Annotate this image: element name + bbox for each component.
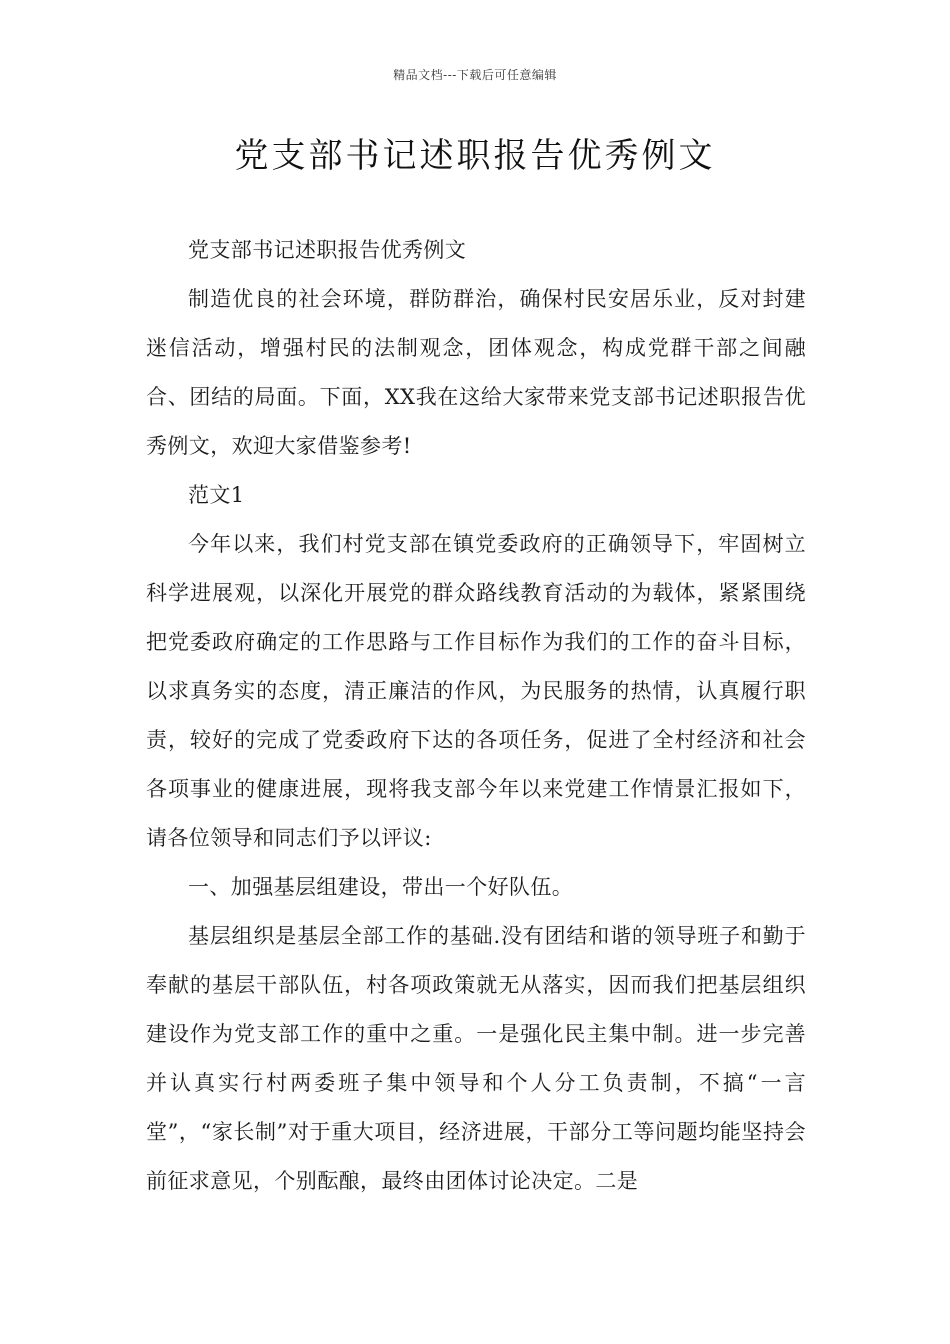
document-title: 党支部书记述职报告优秀例文 [234,136,716,176]
paragraph-subtitle: 党支部书记述职报告优秀例文 [188,238,467,262]
paragraph-intro: 制造优良的社会环境，群防群治，确保村民安居乐业，反对封建迷信活动，增强村民的法制观念，团体观念，构成党群干部之间融合、团结的局面。下面，XX我在这给大家带来党支部书记述职报告优秀例文，欢迎大家借鉴参考! [146,287,806,458]
document-body [146,226,806,1206]
paragraph-body: 今年以来，我们村党支部在镇党委政府的正确领导下，牢固树立科学进展观，以深化开展党的群众路线教育活动的为载体，紧紧围绕把党委政府确定的工作思路与工作目标作为我们的工作的奋斗目标，以求真务实的态度，清正廉洁的作风，为民服务的热情，认真履行职责，较好的完成了党委政府下达的各项任务，促进了全村经济和社会各项事业的健康进展，现将我支部今年以来党建工作情景汇报如下，请各位领导和同志们予以评议: [146,532,806,850]
header-note: 精品文档---下载后可任意编辑 [393,68,557,82]
paragraph-sample-heading: 范文1 [188,483,245,507]
paragraph-section-heading: 一、加强基层组建设，带出一个好队伍。 [188,875,574,899]
paragraph-body: 基层组织是基层全部工作的基础.没有团结和谐的领导班子和勤于奉献的基层干部队伍，村各项政策就无从落实，因而我们把基层组织建设作为党支部工作的重中之重。一是强化民主集中制。进一步完善并认真实行村两委班子集中领导和个人分工负责制，不搞“一言堂”，“家长制”对于重大项目，经济进展，干部分工等问题均能坚持会前征求意见，个别酝酿，最终由团体讨论决定。二是 [146,924,806,1193]
